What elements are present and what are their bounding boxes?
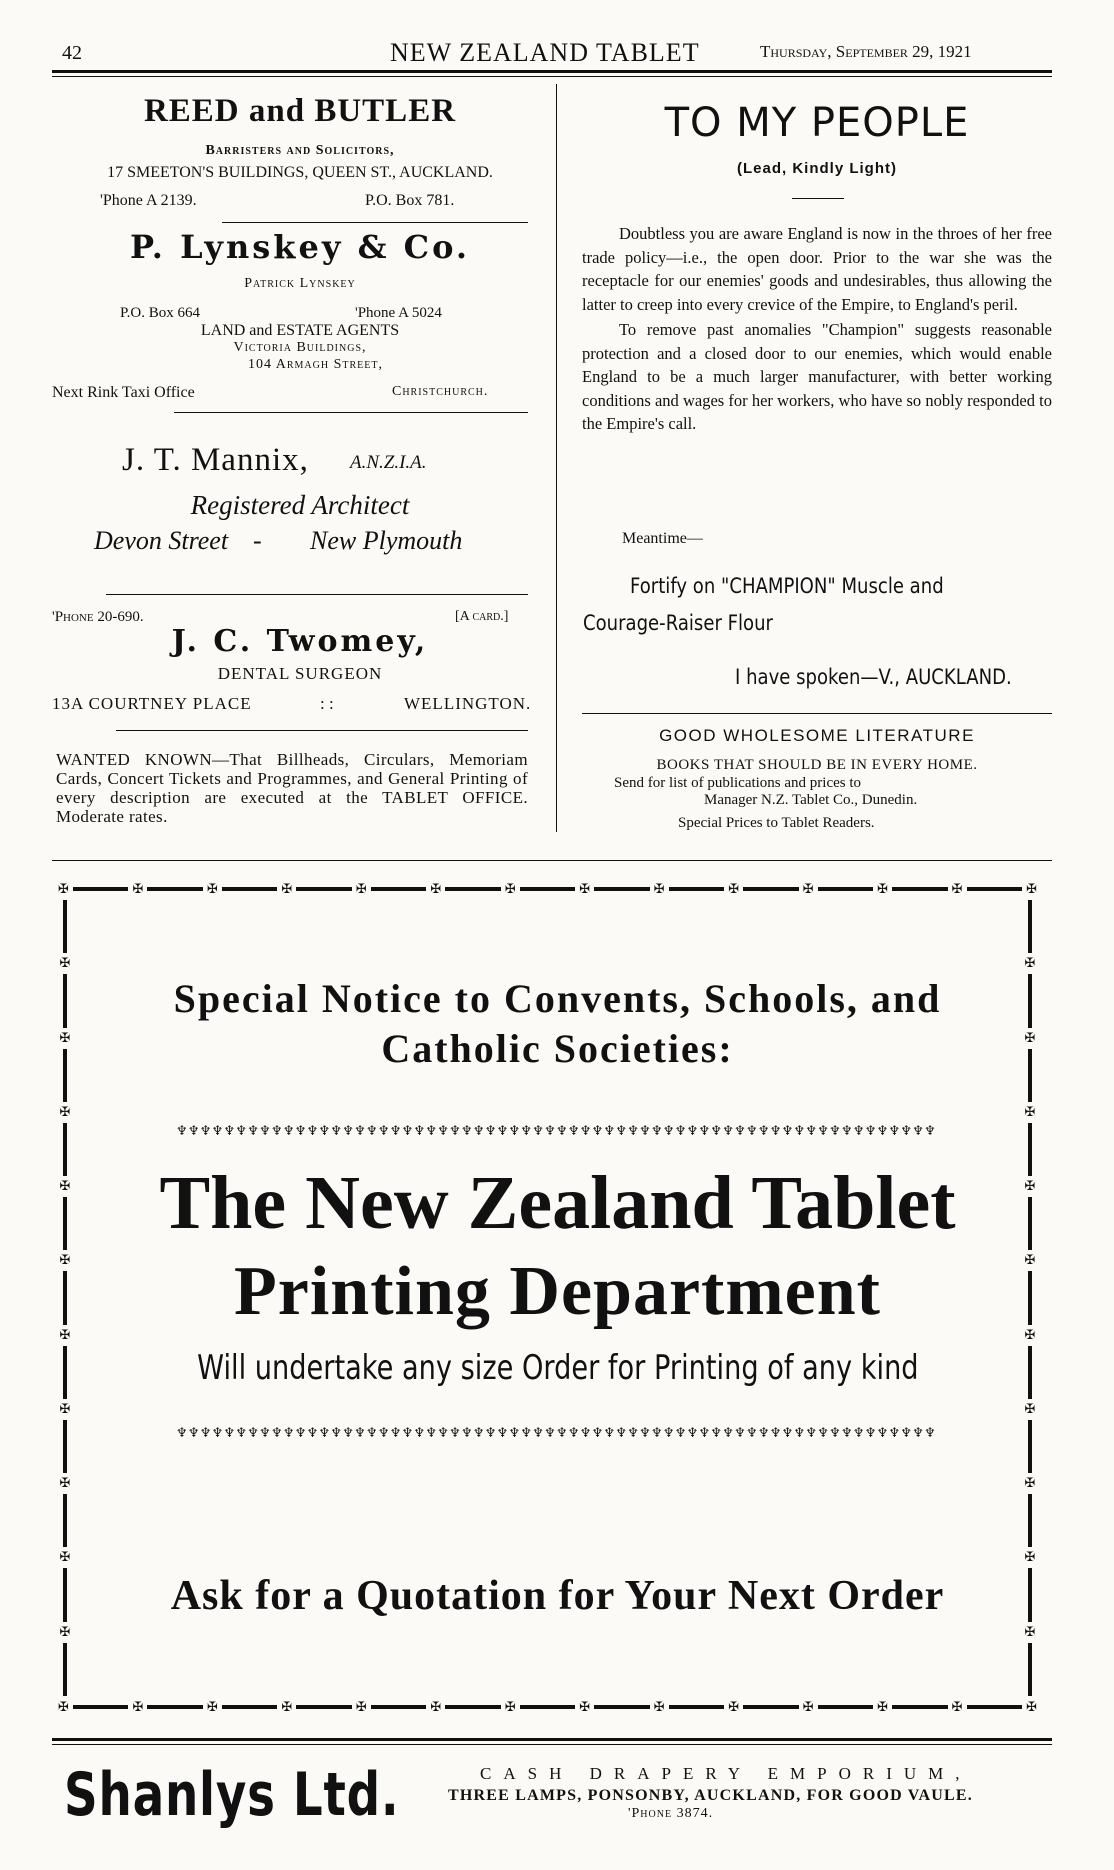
lynskey-agents: LAND and ESTATE AGENTS	[200, 322, 400, 339]
divider	[792, 198, 844, 199]
mannix-name: J. T. Mannix,	[122, 442, 309, 478]
ask-for-quotation: Ask for a Quotation for Your Next Order	[170, 1573, 945, 1619]
lynskey-city: Christchurch.	[392, 384, 489, 399]
masthead: NEW ZEALAND TABLET	[390, 38, 700, 67]
ornamental-border-left: ✠ ✠ ✠ ✠ ✠ ✠ ✠ ✠ ✠ ✠	[58, 896, 72, 1700]
shanlys-name: Shanlys Ltd.	[64, 1760, 400, 1830]
special-notice-line1: Special Notice to Convents, Schools, and	[173, 976, 942, 1021]
mannix-quals: A.N.Z.I.A.	[350, 452, 427, 473]
page-number: 42	[62, 42, 82, 64]
ornamental-border-bottom: ✠ ✠ ✠ ✠ ✠ ✠ ✠ ✠ ✠ ✠ ✠ ✠ ✠ ✠	[58, 1700, 1037, 1714]
column-divider	[556, 84, 557, 832]
champion-spoken: I have spoken—V., AUCKLAND.	[735, 665, 1012, 689]
lynskey-near: Next Rink Taxi Office	[52, 384, 195, 401]
mannix-role: Registered Architect	[190, 490, 410, 520]
lynskey-name: Patrick Lynskey	[244, 276, 356, 291]
literature-manager: Manager N.Z. Tablet Co., Dunedin.	[704, 792, 918, 808]
lynskey-title: P. Lynskey & Co.	[130, 228, 470, 266]
decorative-chain-top: ♆ ♆ ♆ ♆ ♆ ♆ ♆ ♆ ♆ ♆ ♆ ♆ ♆ ♆ ♆ ♆ ♆ ♆ ♆ ♆ ♆ ♆ ♆ ♆ ♆ ♆ ♆ ♆ ♆ ♆ ♆ ♆ ♆ ♆ ♆ ♆ ♆ ♆ ♆ ♆ ♆ ♆ ♆ ♆ ♆ ♆ ♆ ♆ ♆ ♆ ♆ ♆ ♆ ♆ ♆ ♆ ♆ ♆ ♆ ♆ ♆ ♆ ♆ ♆	[176, 1125, 936, 1139]
champion-courage: Courage-Raiser Flour	[583, 611, 773, 635]
twomey-phone: 'Phone 20-690.	[52, 609, 144, 625]
reed-butler-title: REED and BUTLER	[143, 93, 457, 129]
divider	[174, 412, 528, 413]
literature-books: BOOKS THAT SHOULD BE IN EVERY HOME.	[656, 757, 978, 773]
twomey-card: [A card.]	[455, 609, 509, 624]
decorative-chain-bottom: ♆ ♆ ♆ ♆ ♆ ♆ ♆ ♆ ♆ ♆ ♆ ♆ ♆ ♆ ♆ ♆ ♆ ♆ ♆ ♆ ♆ ♆ ♆ ♆ ♆ ♆ ♆ ♆ ♆ ♆ ♆ ♆ ♆ ♆ ♆ ♆ ♆ ♆ ♆ ♆ ♆ ♆ ♆ ♆ ♆ ♆ ♆ ♆ ♆ ♆ ♆ ♆ ♆ ♆ ♆ ♆ ♆ ♆ ♆ ♆ ♆ ♆ ♆ ♆	[176, 1427, 936, 1441]
special-notice-line2: Catholic Societies:	[381, 1026, 734, 1071]
lynskey-box: P.O. Box 664	[120, 305, 201, 321]
printing-department-title: Printing Department	[234, 1253, 881, 1330]
lynskey-phone: 'Phone A 5024	[355, 305, 442, 321]
wanted-known-notice: WANTED KNOWN—That Billheads, Circulars, Memoriam Cards, Concert Tickets and Programmes, and General Printing of every description are executed at the TABLET OFFICE. Moderate rates.	[56, 750, 528, 826]
reed-butler-address: 17 SMEETON'S BUILDINGS, QUEEN ST., AUCKLAND.	[107, 164, 493, 181]
shanlys-emporium: CASH DRAPERY EMPORIUM,	[480, 1764, 972, 1783]
footer-rule-thick	[52, 1738, 1052, 1741]
header-rule-thick	[52, 70, 1052, 73]
twomey-role: DENTAL SURGEON	[217, 664, 383, 683]
twomey-separator: : :	[320, 694, 334, 713]
literature-title: GOOD WHOLESOME LITERATURE	[659, 726, 975, 745]
section-rule	[52, 860, 1052, 861]
header-rule-thin	[52, 76, 1052, 77]
lynskey-building: Victoria Buildings,	[233, 340, 367, 355]
twomey-city: WELLINGTON.	[404, 694, 532, 713]
reed-butler-phone: 'Phone A 2139.	[100, 192, 197, 209]
printing-undertake	[80, 1348, 1035, 1388]
ornamental-border-right: ✠ ✠ ✠ ✠ ✠ ✠ ✠ ✠ ✠ ✠	[1023, 896, 1037, 1700]
divider	[106, 594, 528, 595]
mannix-street: Devon Street	[94, 526, 229, 555]
shanlys-phone: 'Phone 3874.	[628, 1806, 714, 1821]
to-my-people-subtitle: (Lead, Kindly Light)	[737, 160, 897, 177]
issue-date: Thursday, September 29, 1921	[760, 42, 972, 61]
literature-special: Special Prices to Tablet Readers.	[678, 815, 875, 831]
meantime: Meantime—	[622, 530, 703, 547]
mannix-dash: -	[253, 526, 262, 555]
divider	[582, 713, 1052, 714]
mannix-town: New Plymouth	[310, 526, 463, 555]
printing-tablet-title: The New Zealand Tablet	[159, 1161, 956, 1245]
lynskey-street: 104 Armagh Street,	[248, 357, 383, 372]
to-my-people-title: TO MY PEOPLE	[664, 100, 970, 146]
footer-rule-thin	[52, 1744, 1052, 1745]
shanlys-address: THREE LAMPS, PONSONBY, AUCKLAND, FOR GOOD VAULE.	[448, 1787, 973, 1804]
champion-fortify: Fortify on "CHAMPION" Muscle and	[630, 574, 944, 598]
printing-undertake-text: Will undertake any size Order for Printing of any kind	[196, 1348, 919, 1388]
to-my-people-body	[582, 222, 1052, 436]
twomey-name: J. C. Twomey,	[171, 624, 429, 659]
to-my-people-para1: Doubtless you are aware England is now in the throes of her free trade policy—i.e., the open door. Prior to the war she was the receptacle for our enemies' goods and undesirables, thus allowing the latter to creep into every crevice of the Empire, to England's peril.	[582, 224, 1052, 314]
divider	[116, 730, 528, 731]
divider	[222, 222, 528, 223]
ornamental-border-top: ✠ ✠ ✠ ✠ ✠ ✠ ✠ ✠ ✠ ✠ ✠ ✠ ✠ ✠	[58, 882, 1037, 896]
reed-butler-profession: Barristers and Solicitors,	[205, 143, 395, 158]
literature-send: Send for list of publications and prices to	[614, 775, 862, 791]
to-my-people-para2: To remove past anomalies "Champion" suggests reasonable protection and a closed door to our enemies, which would enable England to be a much larger manufacturer, with better working conditions and wages for her workers, who have so nobly responded to the Empire's call.	[582, 320, 1052, 433]
twomey-address: 13A COURTNEY PLACE	[52, 694, 252, 713]
reed-butler-box: P.O. Box 781.	[365, 192, 455, 209]
